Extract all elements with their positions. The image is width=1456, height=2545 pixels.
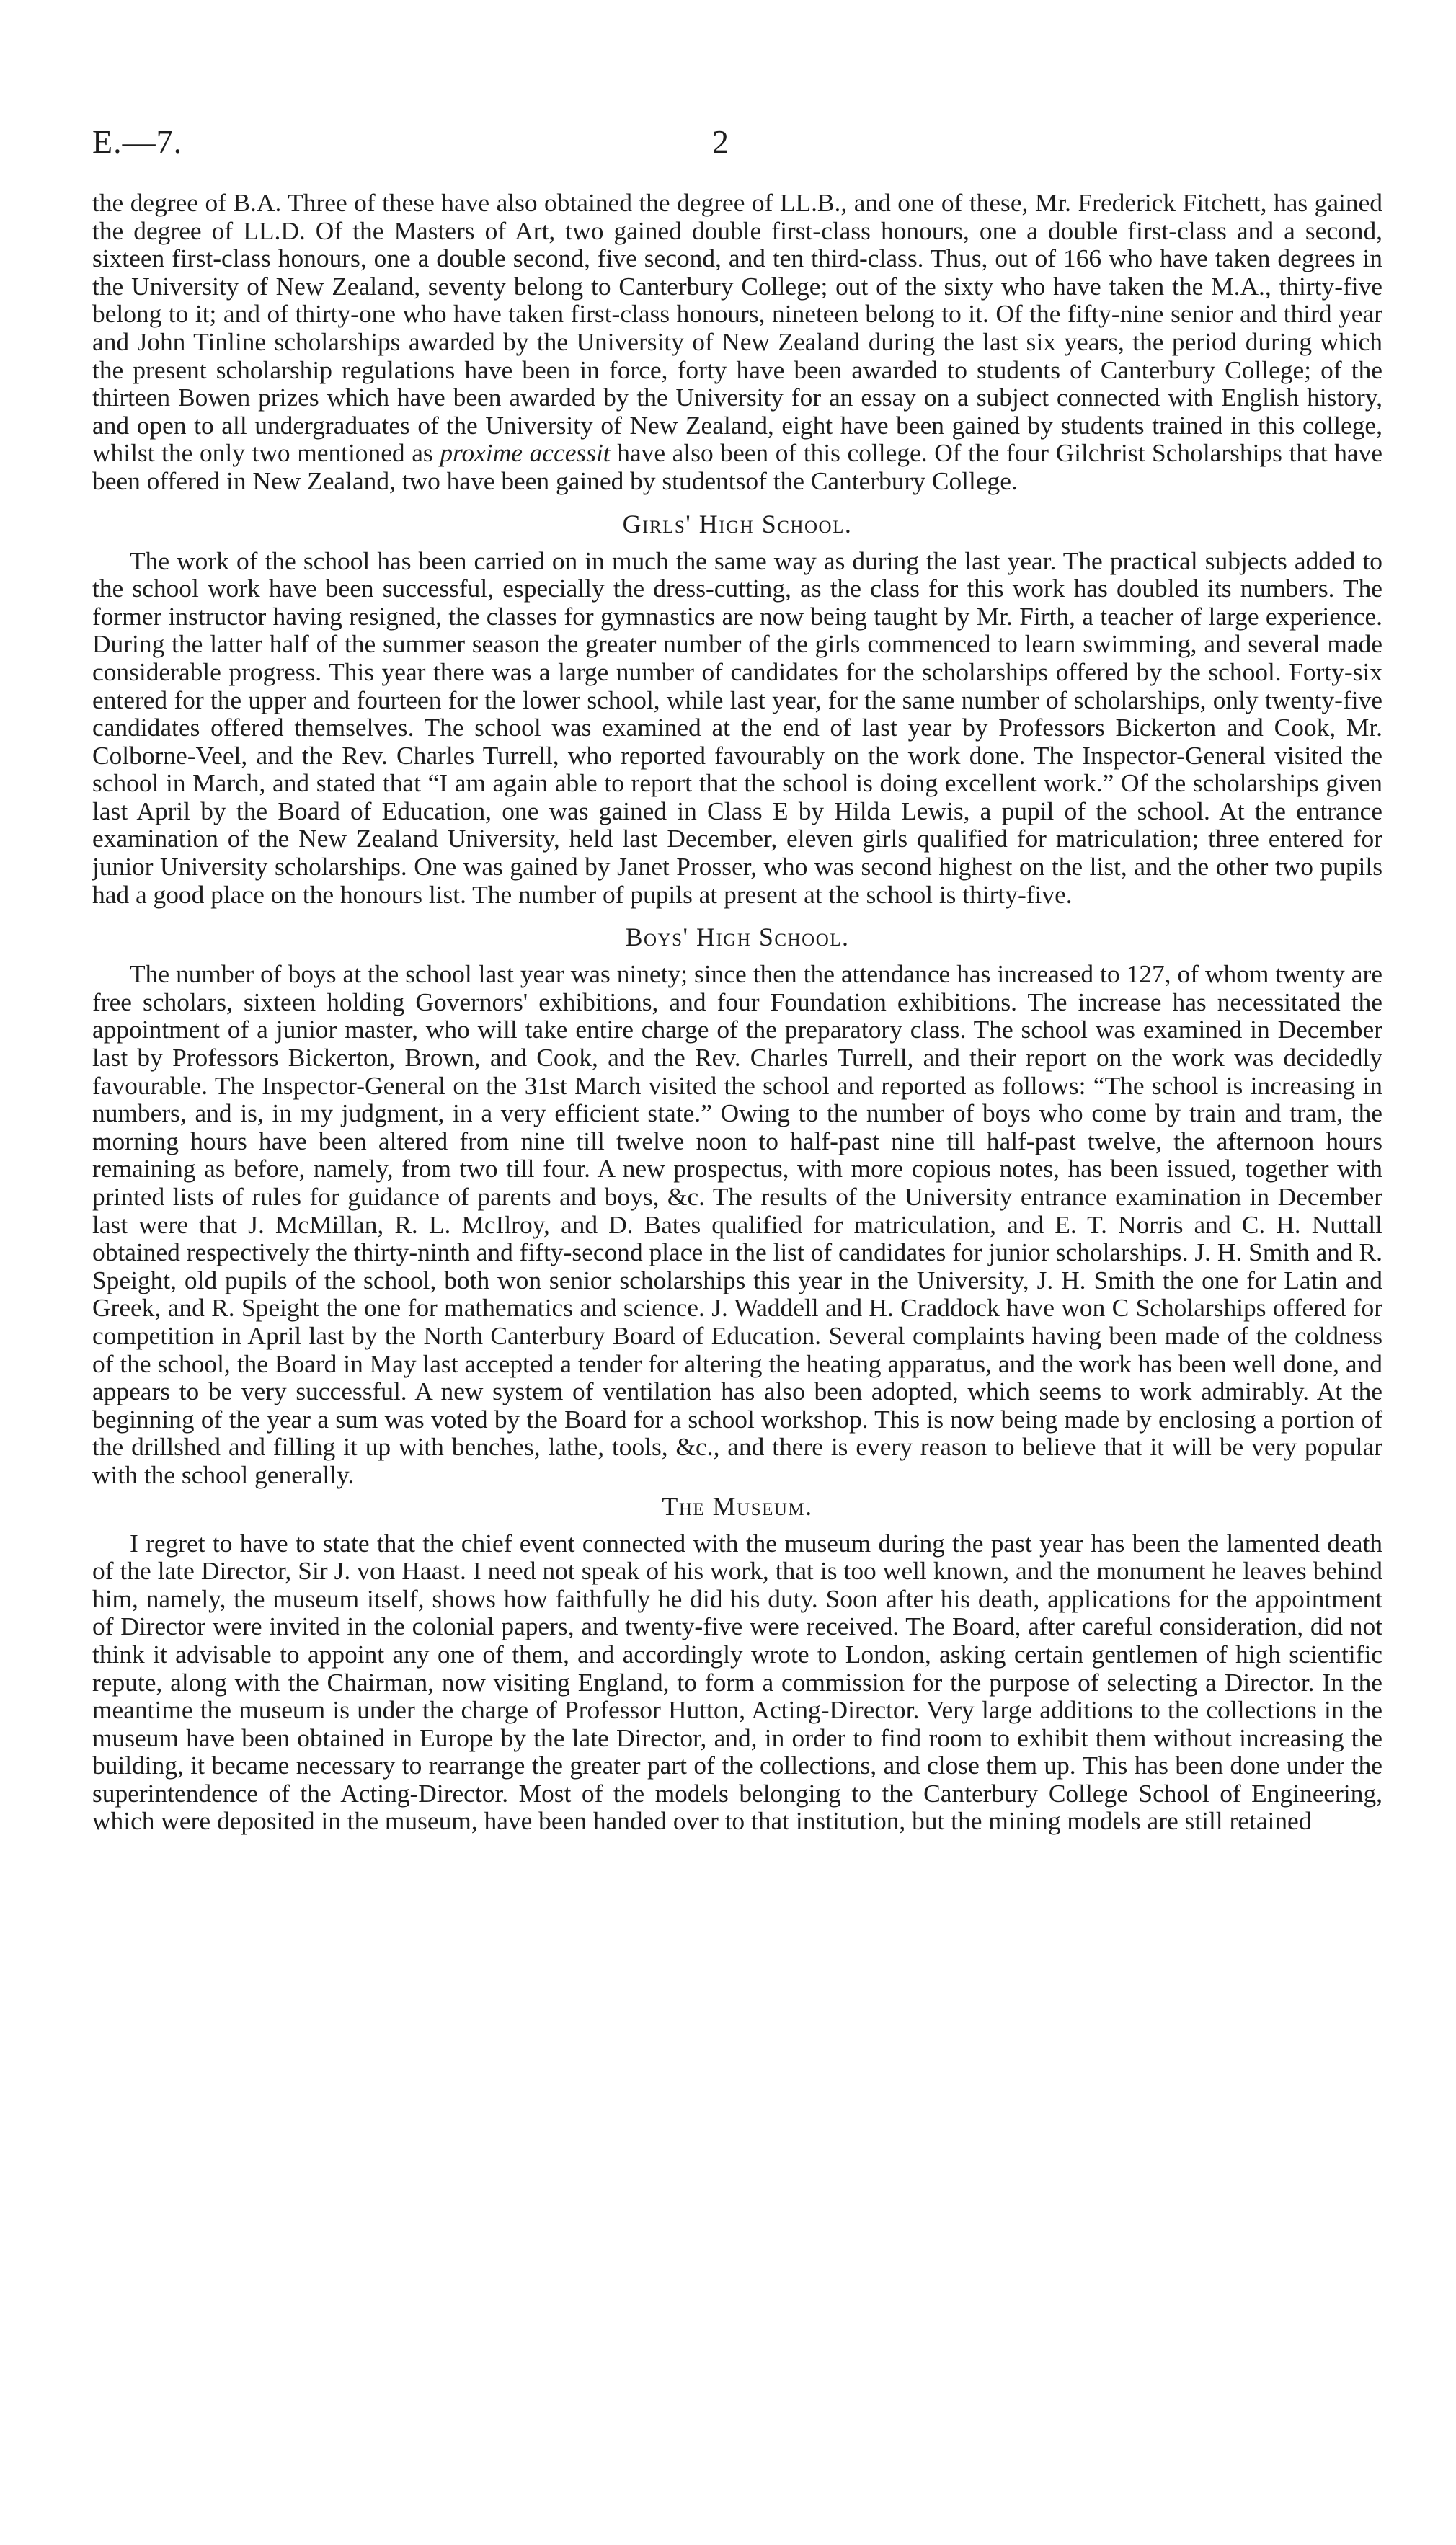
page-header	[92, 123, 1382, 180]
page-number: 2	[712, 123, 729, 160]
intro-text: the degree of B.A. Three of these have also obtained the degree of LL.B., and one of these, Mr. Frederick Fitchett, has gained the degree of LL.D. Of the Masters of Art, two gained double first-class honours, one a double first-class and a second, sixteen first-class honours, one a double second, five second, and ten third-class. Thus, out of 166 who have taken degrees in the University of New Zealand, seventy belong to Canterbury College; out of the sixty who have taken the M.A., thirty-five belong to it; and of thirty-one who have taken first-class honours, nineteen belong to it. Of the fifty-nine senior and third year and John Tinline scholarships awarded by the University of New Zealand during the last six years, the period during which the present scholarship regulations have been in force, forty have been awarded to students of Canterbury College; of the thirteen Bowen prizes which have been awarded by the University for an essay on a subject connected with English history, and open to all undergraduates of the University of New Zealand, eight have been gained by students trained in this college, whilst the only two mentioned as	[92, 188, 1382, 468]
section-heading-boys-high-school: Boys' High School.	[625, 923, 850, 952]
section-heading-girls-high-school: Girls' High School.	[622, 509, 853, 538]
document-reference: E.—7.	[92, 123, 183, 160]
section-heading-museum: The Museum.	[662, 1491, 813, 1521]
section-paragraph-girls-high-school: The work of the school has been carried on in much the same way as during the last year. The practical subjects added to the school work have been successful, especially the dress-cutting, as the class for this work has doubled its numbers. The former instructor having resigned, the classes for gymnastics are now being taught by Mr. Firth, a teacher of large experience. During the latter half of the summer season the greater number of the girls commenced to learn swimming, and several made considerable progress. This year there was a large number of candidates for the scholarships offered by the school. Forty-six entered for the upper and fourteen for the lower school, while last year, for the same number of scholarships, only twenty-five candidates offered themselves. The school was examined at the end of last year by Professors Bickerton and Cook, Mr. Colborne-Veel, and the Rev. Charles Turrell, who reported favourably on the work done. The Inspector-General visited the school in March, and stated that “I am again able to report that the school is doing excellent work.” Of the scholarships given last April by the Board of Education, one was gained in Class E by Hilda Lewis, a pupil of the school. At the entrance examination of the New Zealand University, held last December, eleven girls qualified for matriculation; three entered for junior University scholarships. One was gained by Janet Prosser, who was second highest on the list, and the other two pupils had a good place on the honours list. The number of pupils at present at the school is thirty-five.	[92, 546, 1382, 909]
section-paragraph-museum: I regret to have to state that the chief event connected with the museum during the past year has been the lamented death of the late Director, Sir J. von Haast. I need not speak of his work, that is too well known, and the monument he leaves behind him, namely, the museum itself, shows how faithfully he did his duty. Soon after his death, applications for the appointment of Director were invited in the colonial papers, and twenty-five were received. The Board, after careful consideration, did not think it advisable to appoint any one of them, and accordingly wrote to London, asking certain gentlemen of high scientific repute, along with the Chairman, now visiting England, to form a commission for the purpose of selecting a Director. In the meantime the museum is under the charge of Professor Hutton, Acting-Director. Very large additions to the collections in the museum have been obtained in Europe by the late Director, and, in order to find room to exhibit them without increasing the building, it became necessary to rearrange the greater part of the collections, and close them up. This has been done under the superintendence of the Acting-Director. Most of the models belonging to the Canterbury College School of Engineering, which were deposited in the museum, have been handed over to that institution, but the mining models are still retained	[92, 1528, 1382, 1836]
intro-text-continued: have also been of this college. Of the four Gilchrist Scholarships that have been offered in New Zealand, two have been gained by studentsof the Canterbury College.	[92, 438, 1383, 495]
intro-paragraph	[92, 189, 1382, 495]
intro-italic-phrase: proxime accessit	[440, 438, 611, 468]
body-text	[92, 189, 1382, 1835]
section-paragraph-boys-high-school: The number of boys at the school last year was ninety; since then the attendance has increased to 127, of whom twenty are free scholars, sixteen holding Governors' exhibitions, and four Foundation exhibitions. The increase has necessitated the appointment of a junior master, who will take entire charge of the preparatory class. The school was examined in December last by Professors Bickerton, Brown, and Cook, and the Rev. Charles Turrell, and their report on the work was decidedly favourable. The Inspector-General on the 31st March visited the school and reported as follows: “The school is increasing in numbers, and is, in my judgment, in a very efficient state.” Owing to the number of boys who come by train and tram, the morning hours have been altered from nine till twelve noon to half-past nine till half-past twelve, the afternoon hours remaining as before, namely, from two till four. A new prospectus, with more copious notes, has been issued, together with printed lists of rules for guidance of parents and boys, &c. The results of the University entrance examination in December last were that J. McMillan, R. L. McIlroy, and D. Bates qualified for matriculation, and E. T. Norris and C. H. Nuttall obtained respectively the thirty-ninth and fifty-second place in the list of candidates for junior scholarships. J. H. Smith and R. Speight, old pupils of the school, both won senior scholarships this year in the University, J. H. Smith the one for Latin and Greek, and R. Speight the one for mathematics and science. J. Waddell and H. Craddock have won C Scholarships offered for competition in April last by the North Canterbury Board of Education. Several complaints having been made of the coldness of the school, the Board in May last accepted a tender for altering the heating apparatus, and the work has been well done, and appears to be very successful. A new system of ventilation has also been adopted, which seems to work admirably. At the beginning of the year a sum was voted by the Board for a school workshop. This is now being made by enclosing a portion of the drillshed and filling it up with benches, lathe, tools, &c., and there is every reason to believe that it will be very popular with the school generally.	[92, 959, 1382, 1489]
